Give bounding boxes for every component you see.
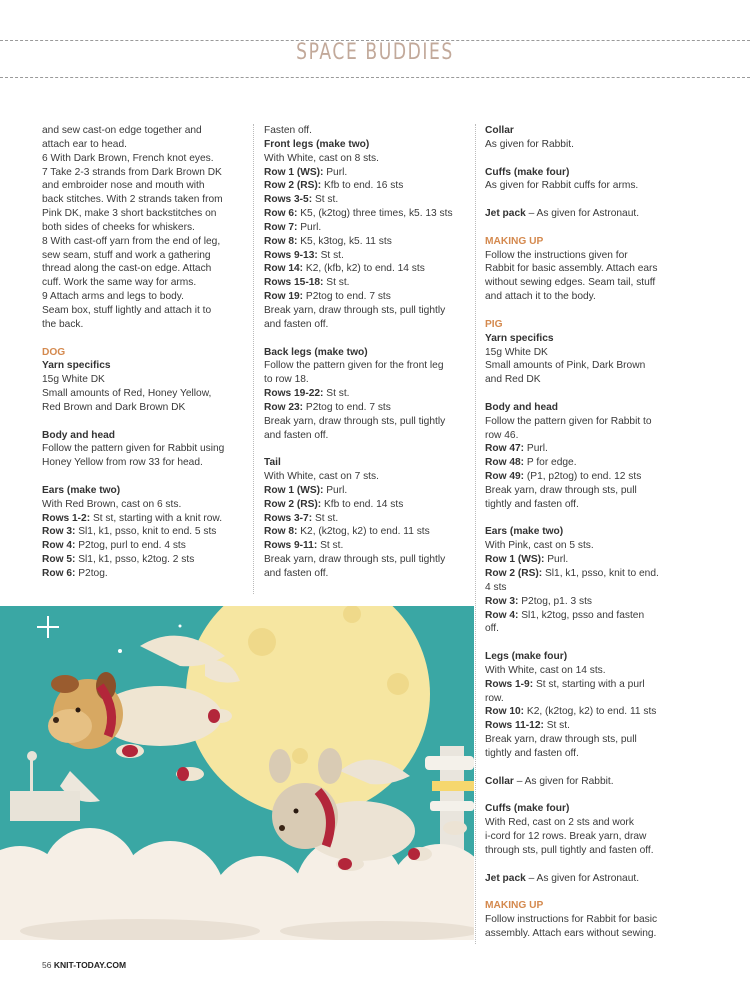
pattern-row: Rows 15-18: St st. <box>264 277 350 289</box>
section-heading-pig: PIG <box>485 318 503 330</box>
pattern-row: Row 4: Sl1, k2tog, psso and fasten <box>485 609 645 621</box>
subheading: Tail <box>264 457 281 469</box>
pattern-row: Rows 9-13: St st. <box>264 249 344 261</box>
page-title: SPACE BUDDIES <box>296 40 454 65</box>
moon-crater <box>248 628 276 656</box>
pattern-row: Jet pack – As given for Astronaut. <box>485 872 640 884</box>
subheading: Yarn specifics <box>485 332 554 344</box>
pattern-row: Row 6: P2tog. <box>42 568 108 579</box>
pattern-row: Rows 11-12: St st. <box>485 720 570 732</box>
pattern-row: Row 8: K5, k3tog, k5. 11 sts <box>264 235 392 247</box>
pattern-row: Row 23: P2tog to end. 7 sts <box>264 401 391 413</box>
pattern-row: Row 1 (WS): Purl. <box>264 166 348 178</box>
pattern-row: Row 8: K2, (k2tog, k2) to end. 11 sts <box>264 526 430 538</box>
pattern-row: Row 3: Sl1, k1, psso, knit to end. 5 sts <box>42 526 217 538</box>
pattern-row: Row 48: P for edge. <box>485 457 577 469</box>
subheading: Front legs (make two) <box>264 138 370 150</box>
pattern-row: Row 10: K2, (k2tog, k2) to end. 11 sts <box>485 706 657 718</box>
section-heading-making-up: MAKING UP <box>485 900 544 912</box>
pattern-row: Row 47: Purl. <box>485 443 548 455</box>
subheading: Collar <box>485 125 514 136</box>
subheading: Yarn specifics <box>42 360 111 372</box>
pattern-row: Row 1 (WS): Purl. <box>485 554 569 566</box>
page-number: 56 <box>42 960 52 970</box>
subheading: Cuffs (make four) <box>485 166 570 178</box>
site-link[interactable]: KNIT-TODAY.COM <box>53 960 127 970</box>
column-3: Collar As given for Rabbit. Cuffs (make four) As given for Rabbit cuffs for arms. Jet pack – As given for Astronaut. MAKING UP Follow the instructions given for Rabbit for basic assembly. Attach ears without sewing edges. Seam tail, stuff and attach it to the body. PIG Yarn specifics 15g White DK Small amounts of Pink, Dark Brown and Red DK Body and head Follow the pattern given for Rabbit to row 46. Row 47: Purl. Row 48: P for edge. Row 49: (P1, p2tog) to end. 12 sts Break yarn, draw through sts, pull tightly and fasten off. Ears (make two) With Pink, cast on 5 sts. Row 1 (WS): Purl. Row 2 (RS): Sl1, k1, psso, knit to end. 4 sts Row 3: P2tog, p1. 3 sts Row 4: Sl1, k2tog, psso and fasten off. Legs (make four) With White, cast on 14 sts. Rows 1-9: St st, starting with a purl row. Row 10: K2, (k2tog, k2) to end. 11 sts Rows 11-12: St st. Break yarn, draw through sts, pull tightly and fasten off. Collar – As given for Rabbit. Cuffs (make four) With Red, cast on 2 sts and work i-cord for 12 rows. Break yarn, draw through sts, pull tightly and fasten off. Jet pack – As given for Astronaut. MAKING UP Follow instructions for Rabbit for basic assembly. Attach ears without sewing. <box>485 124 690 941</box>
pattern-row: Row 49: (P1, p2tog) to end. 12 sts <box>485 471 642 483</box>
pattern-row: Row 2 (RS): Kfb to end. 14 sts <box>264 498 404 510</box>
section-heading-making-up: MAKING UP <box>485 235 544 247</box>
moon-crater <box>292 748 308 764</box>
subheading: Legs (make four) <box>485 651 568 663</box>
moon-crater <box>387 673 409 695</box>
page-footer <box>42 960 126 970</box>
pattern-row: Row 5: Sl1, k1, psso, k2tog. 2 sts <box>42 554 195 566</box>
space-buddies-illustration <box>0 606 474 940</box>
column-divider <box>475 124 476 944</box>
subheading: Ears (make two) <box>485 526 564 538</box>
pattern-row: Rows 9-11: St st. <box>264 540 344 552</box>
pattern-row: Row 7: Purl. <box>264 221 322 233</box>
pattern-row: Rows 3-7: St st. <box>264 512 339 524</box>
pattern-row: Jet pack – As given for Astronaut. <box>485 208 640 220</box>
pattern-row: Row 1 (WS): Purl. <box>264 484 348 496</box>
star-dot <box>179 625 182 628</box>
subheading: Body and head <box>42 429 116 441</box>
subheading: Back legs (make two) <box>264 346 368 358</box>
star-dot <box>118 649 122 653</box>
pattern-row: Rows 1-9: St st, starting with a purl <box>485 678 645 690</box>
pattern-row: Collar – As given for Rabbit. <box>485 775 614 787</box>
pattern-row: Row 14: K2, (kfb, k2) to end. 14 sts <box>264 263 425 275</box>
title-rule <box>0 77 750 78</box>
subheading: Body and head <box>485 401 559 413</box>
column-divider <box>253 124 254 594</box>
column-1: and sew cast-on edge together and attach ear to head. 6 With Dark Brown, French knot eyes. 7 Take 2-3 strands from Dark Brown DK and embroider nose and mouth with back stitches. With 2 strands taken from Pink DK, make 3 short backstitches on both sides of cheeks for whiskers. 8 With cast-off yarn from the end of leg, sew seam, stuff and work a gathering thread along the cast-on edge. Attach cuff. Work the same way for arms. 9 Attach arms and legs to body. Seam box, stuff lightly and attach it to the back. DOG Yarn specifics 15g White DK Small amounts of Red, Honey Yellow, Red Brown and Dark Brown DK Body and head Follow the pattern given for Rabbit using Honey Yellow from row 33 for head. Ears (make two) With Red Brown, cast on 6 sts. Rows 1-2: St st, starting with a knit row. Row 3: Sl1, k1, psso, knit to end. 5 sts Row 4: P2tog, purl to end. 4 sts Row 5: Sl1, k1, psso, k2tog. 2 sts Row 6: P2tog. <box>42 124 247 581</box>
subheading: Cuffs (make four) <box>485 803 570 815</box>
pattern-row: Row 3: P2tog, p1. 3 sts <box>485 595 593 607</box>
pattern-row: Row 6: K5, (k2tog) three times, k5. 13 sts <box>264 208 453 220</box>
pattern-row: Rows 3-5: St st. <box>264 194 339 206</box>
column-2: Fasten off. Front legs (make two) With White, cast on 8 sts. Row 1 (WS): Purl. Row 2 (RS): Kfb to end. 16 sts Rows 3-5: St st. Row 6: K5, (k2tog) three times, k5. 13 sts Row 7: Purl. Row 8: K5, k3tog, k5. 11 sts Rows 9-13: St st. Row 14: K2, (kfb, k2) to end. 14 sts Rows 15-18: St st. Row 19: P2tog to end. 7 sts Break yarn, draw through sts, pull tightly and fasten off. Back legs (make two) Follow the pattern given for the front leg to row 18. Rows 19-22: St st. Row 23: P2tog to end. 7 sts Break yarn, draw through sts, pull tightly and fasten off. Tail With White, cast on 7 sts. Row 1 (WS): Purl. Row 2 (RS): Kfb to end. 14 sts Rows 3-7: St st. Row 8: K2, (k2tog, k2) to end. 11 sts Rows 9-11: St st. Break yarn, draw through sts, pull tightly and fasten off. <box>264 124 472 581</box>
pattern-row: Row 2 (RS): Sl1, k1, psso, knit to end. <box>485 568 659 579</box>
pattern-row: Row 4: P2tog, purl to end. 4 sts <box>42 540 186 552</box>
pattern-row: Row 2 (RS): Kfb to end. 16 sts <box>264 180 404 192</box>
pattern-row: Rows 19-22: St st. <box>264 388 350 400</box>
pattern-row: Row 19: P2tog to end. 7 sts <box>264 291 391 303</box>
subheading: Ears (make two) <box>42 484 121 496</box>
pattern-row: Rows 1-2: St st, starting with a knit row. <box>42 512 223 524</box>
section-heading-dog: DOG <box>42 346 66 358</box>
